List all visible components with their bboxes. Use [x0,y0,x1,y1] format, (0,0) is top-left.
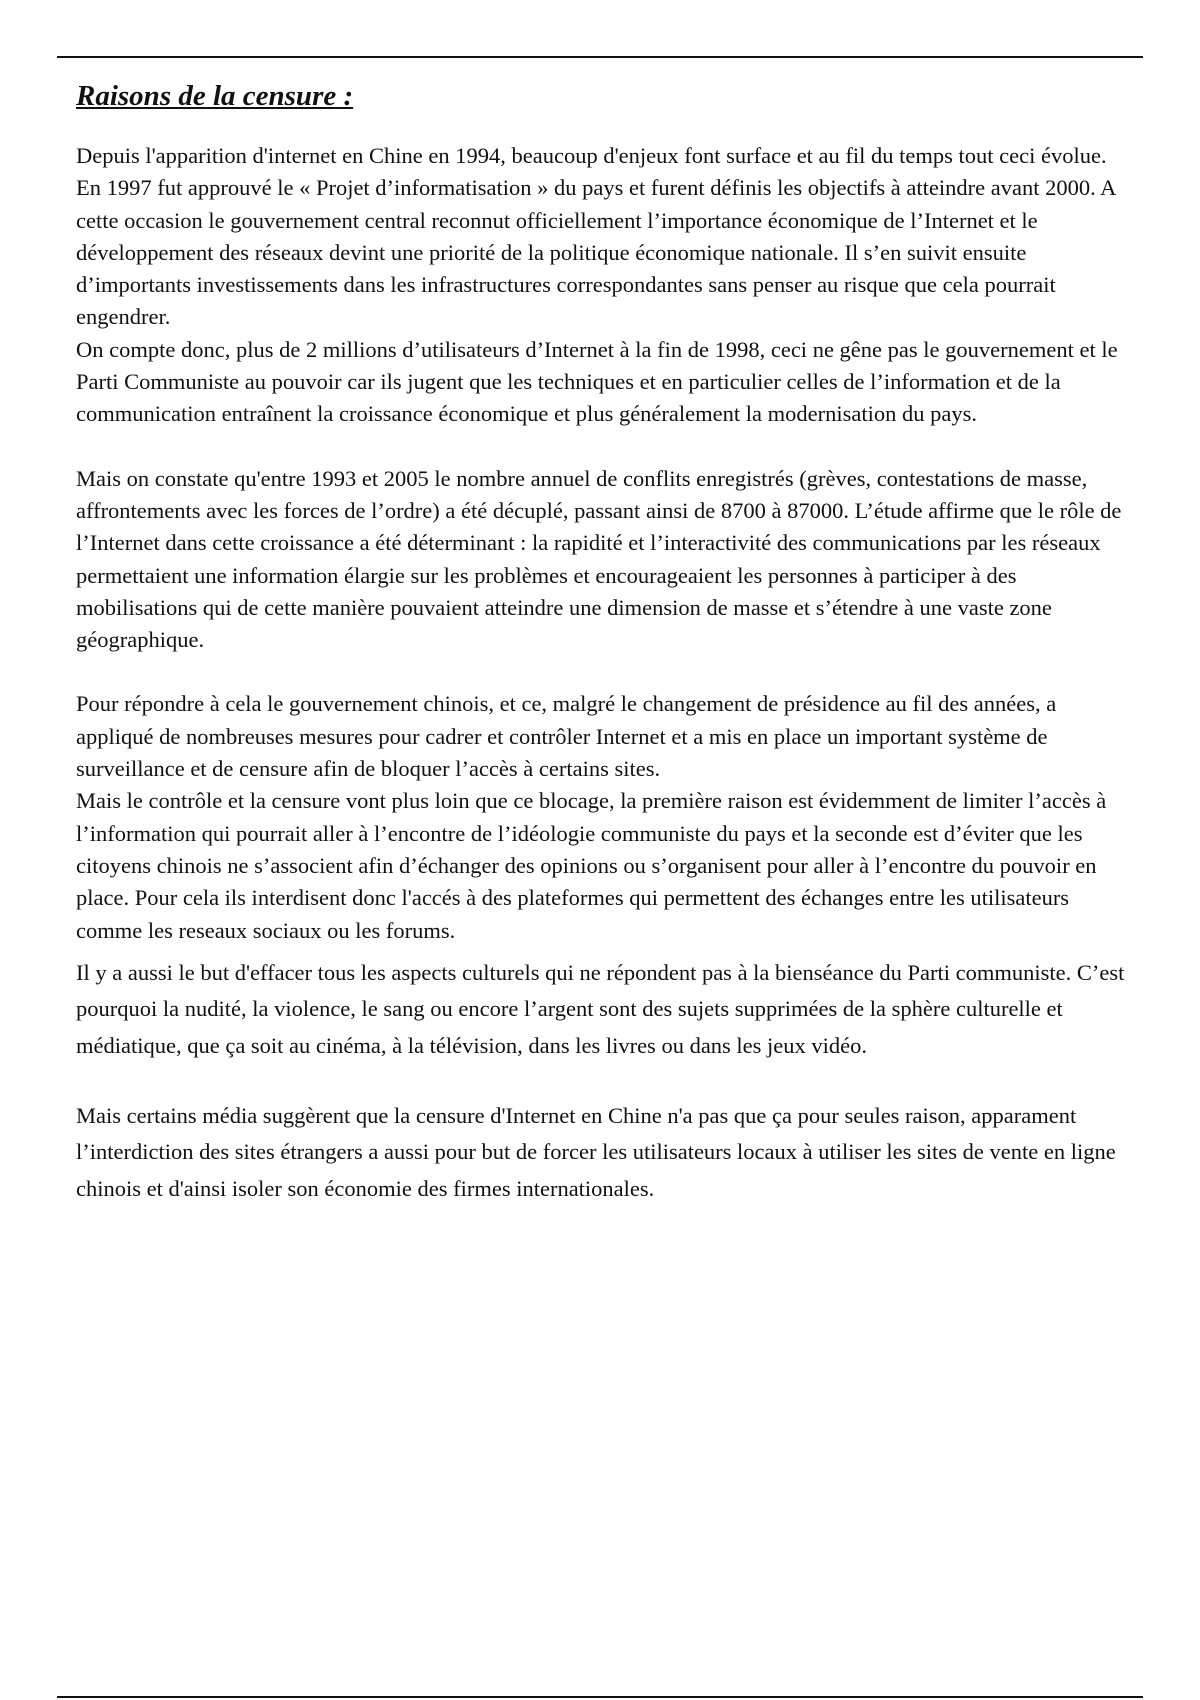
bottom-rule [57,1696,1143,1698]
top-rule [57,56,1143,58]
paragraph-cultural-censorship: Il y a aussi le but d'effacer tous les aspects culturels qui ne répondent pas à la bienséance du Parti communiste. C’est pourquoi la nudité, la violence, le sang ou encore l’argent sont des sujets supprimées de la sphère culturelle et médiatique, que ça soit au cinéma, à la télévision, dans les livres ou dans les jeux vidéo. [76,959,1125,1058]
paragraph-internet-history: Depuis l'apparition d'internet en Chine en 1994, beaucoup d'enjeux font surface et au fil du temps tout ceci évolue. En 1997 fut approuvé le « Projet d’informatisation » du pays et furent définis les objectifs à atteindre avant 2000. A cette occasion le gouvernement central reconnut officiellement l’importance économique de l’Internet et le développement des réseaux devint une priorité de la politique économique nationale. Il s’en suivit ensuite d’importants investissements dans les infrastructures correspondantes sans penser au risque que cela pourrait engendrer. [76,143,1116,330]
paragraph-control-reasons: Mais le contrôle et la censure vont plus loin que ce blocage, la première raison est évidemment de limiter l’accès à l’information qui pourrait aller à l’encontre de l’idéologie communiste du pays et la seconde est d’éviter que les citoyens chinois ne s’associent afin d’échanger des opinions ou s’organisent pour aller à l’encontre du pouvoir en place. Pour cela ils interdisent donc l'accés à des plateformes qui permettent des échanges entre les utilisateurs comme les reseaux sociaux ou les forums. [76,788,1107,943]
paragraph-conflicts-growth: Mais on constate qu'entre 1993 et 2005 le nombre annuel de conflits enregistrés (grèves, contestations de masse, affrontements avec les forces de l’ordre) a été décuplé, passant ainsi de 8700 à 87000. L’étude affirme que le rôle de l’Internet dans cette croissance a été déterminant : la rapidité et l’interactivité des communications par les réseaux permettaient une information élargie sur les problèmes et encourageaient les personnes à participer à des mobilisations qui de cette manière pouvaient atteindre une dimension de masse et s’étendre à une vaste zone géographique. [76,465,1122,653]
paragraph-government-response: Pour répondre à cela le gouvernement chinois, et ce, malgré le changement de présidence au fil des années, a appliqué de nombreuses mesures pour cadrer et contrôler Internet et a mis en place un important système de surveillance et de censure afin de bloquer l’accès à certains sites. [76,691,1057,782]
paragraph-internet-users-1998: On compte donc, plus de 2 millions d’utilisateurs d’Internet à la fin de 1998, ceci ne gêne pas le gouvernement et le Parti Communiste au pouvoir car ils jugent que les techniques et en particulier celles de l’information et de la communication entraînent la croissance économique et plus généralement la modernisation du pays. [76,336,1118,427]
paragraph-economic-reason: Mais certains média suggèrent que la censure d'Internet en Chine n'a pas que ça pour seules raison, apparament l’interdiction des sites étrangers a aussi pour but de forcer les utilisateurs locaux à utiliser les sites de vente en ligne chinois et d'ainsi isoler son économie des firmes internationales. [76,1103,1116,1201]
document-body [76,76,1126,1207]
section-title: Raisons de la censure : [76,80,354,112]
